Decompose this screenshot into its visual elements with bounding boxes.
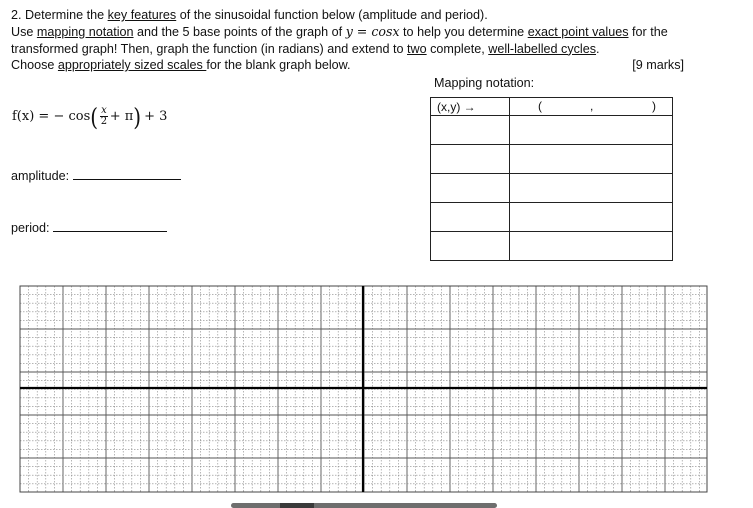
question-text-part: for the: [628, 24, 668, 39]
right-paren: ): [133, 102, 142, 131]
marks-label: [9 marks]: [632, 58, 684, 73]
mapping-header-xy: (x,y) →: [437, 99, 476, 114]
exact-point-values-underlined: exact point values: [527, 24, 629, 39]
question-text-part: Choose: [11, 58, 58, 73]
function-inner-tail: + π: [109, 109, 134, 124]
function-tail: + 3: [144, 109, 168, 124]
question-text-part: Use: [11, 24, 37, 39]
amplitude-label: amplitude:: [11, 169, 70, 183]
appropriately-sized-underlined: appropriately sized scales: [57, 58, 207, 73]
question-text-part: to help you determine: [399, 24, 528, 39]
question-text-part: of the sinusoidal function below (amplitude and period).: [176, 8, 488, 22]
fraction-numerator: x: [101, 105, 107, 116]
fraction-denominator: 2: [100, 116, 108, 127]
base-equation: y = cosx: [345, 23, 400, 39]
question-text-part: for the blank graph below.: [206, 58, 351, 73]
scrollbar-thumb[interactable]: [280, 503, 314, 508]
mapping-header-close: ): [652, 99, 656, 113]
question-text-part: and the 5 base points of the graph of: [133, 24, 346, 39]
scrollbar-track[interactable]: [231, 503, 497, 508]
grid-lines: [20, 286, 707, 492]
question-text-part: .: [596, 41, 600, 56]
well-labelled-underlined: well-labelled cycles: [488, 41, 597, 56]
question-text-part: 2. Determine the: [11, 8, 108, 22]
two-underlined: two: [407, 41, 427, 56]
period-label: period:: [11, 221, 50, 235]
mapping-header-open: (: [538, 99, 542, 113]
left-paren: (: [90, 102, 99, 131]
mapping-header-comma: ,: [590, 99, 594, 113]
question-text-part: transformed graph! Then, graph the function (in radians) and extend to: [11, 41, 408, 56]
mapping-notation-underlined: mapping notation: [36, 24, 134, 39]
function-lhs: f(x) = − cos: [12, 109, 91, 124]
mapping-notation-title: Mapping notation:: [434, 76, 535, 90]
question-text-part: complete,: [426, 41, 489, 56]
key-features-underlined: key features: [107, 8, 177, 22]
